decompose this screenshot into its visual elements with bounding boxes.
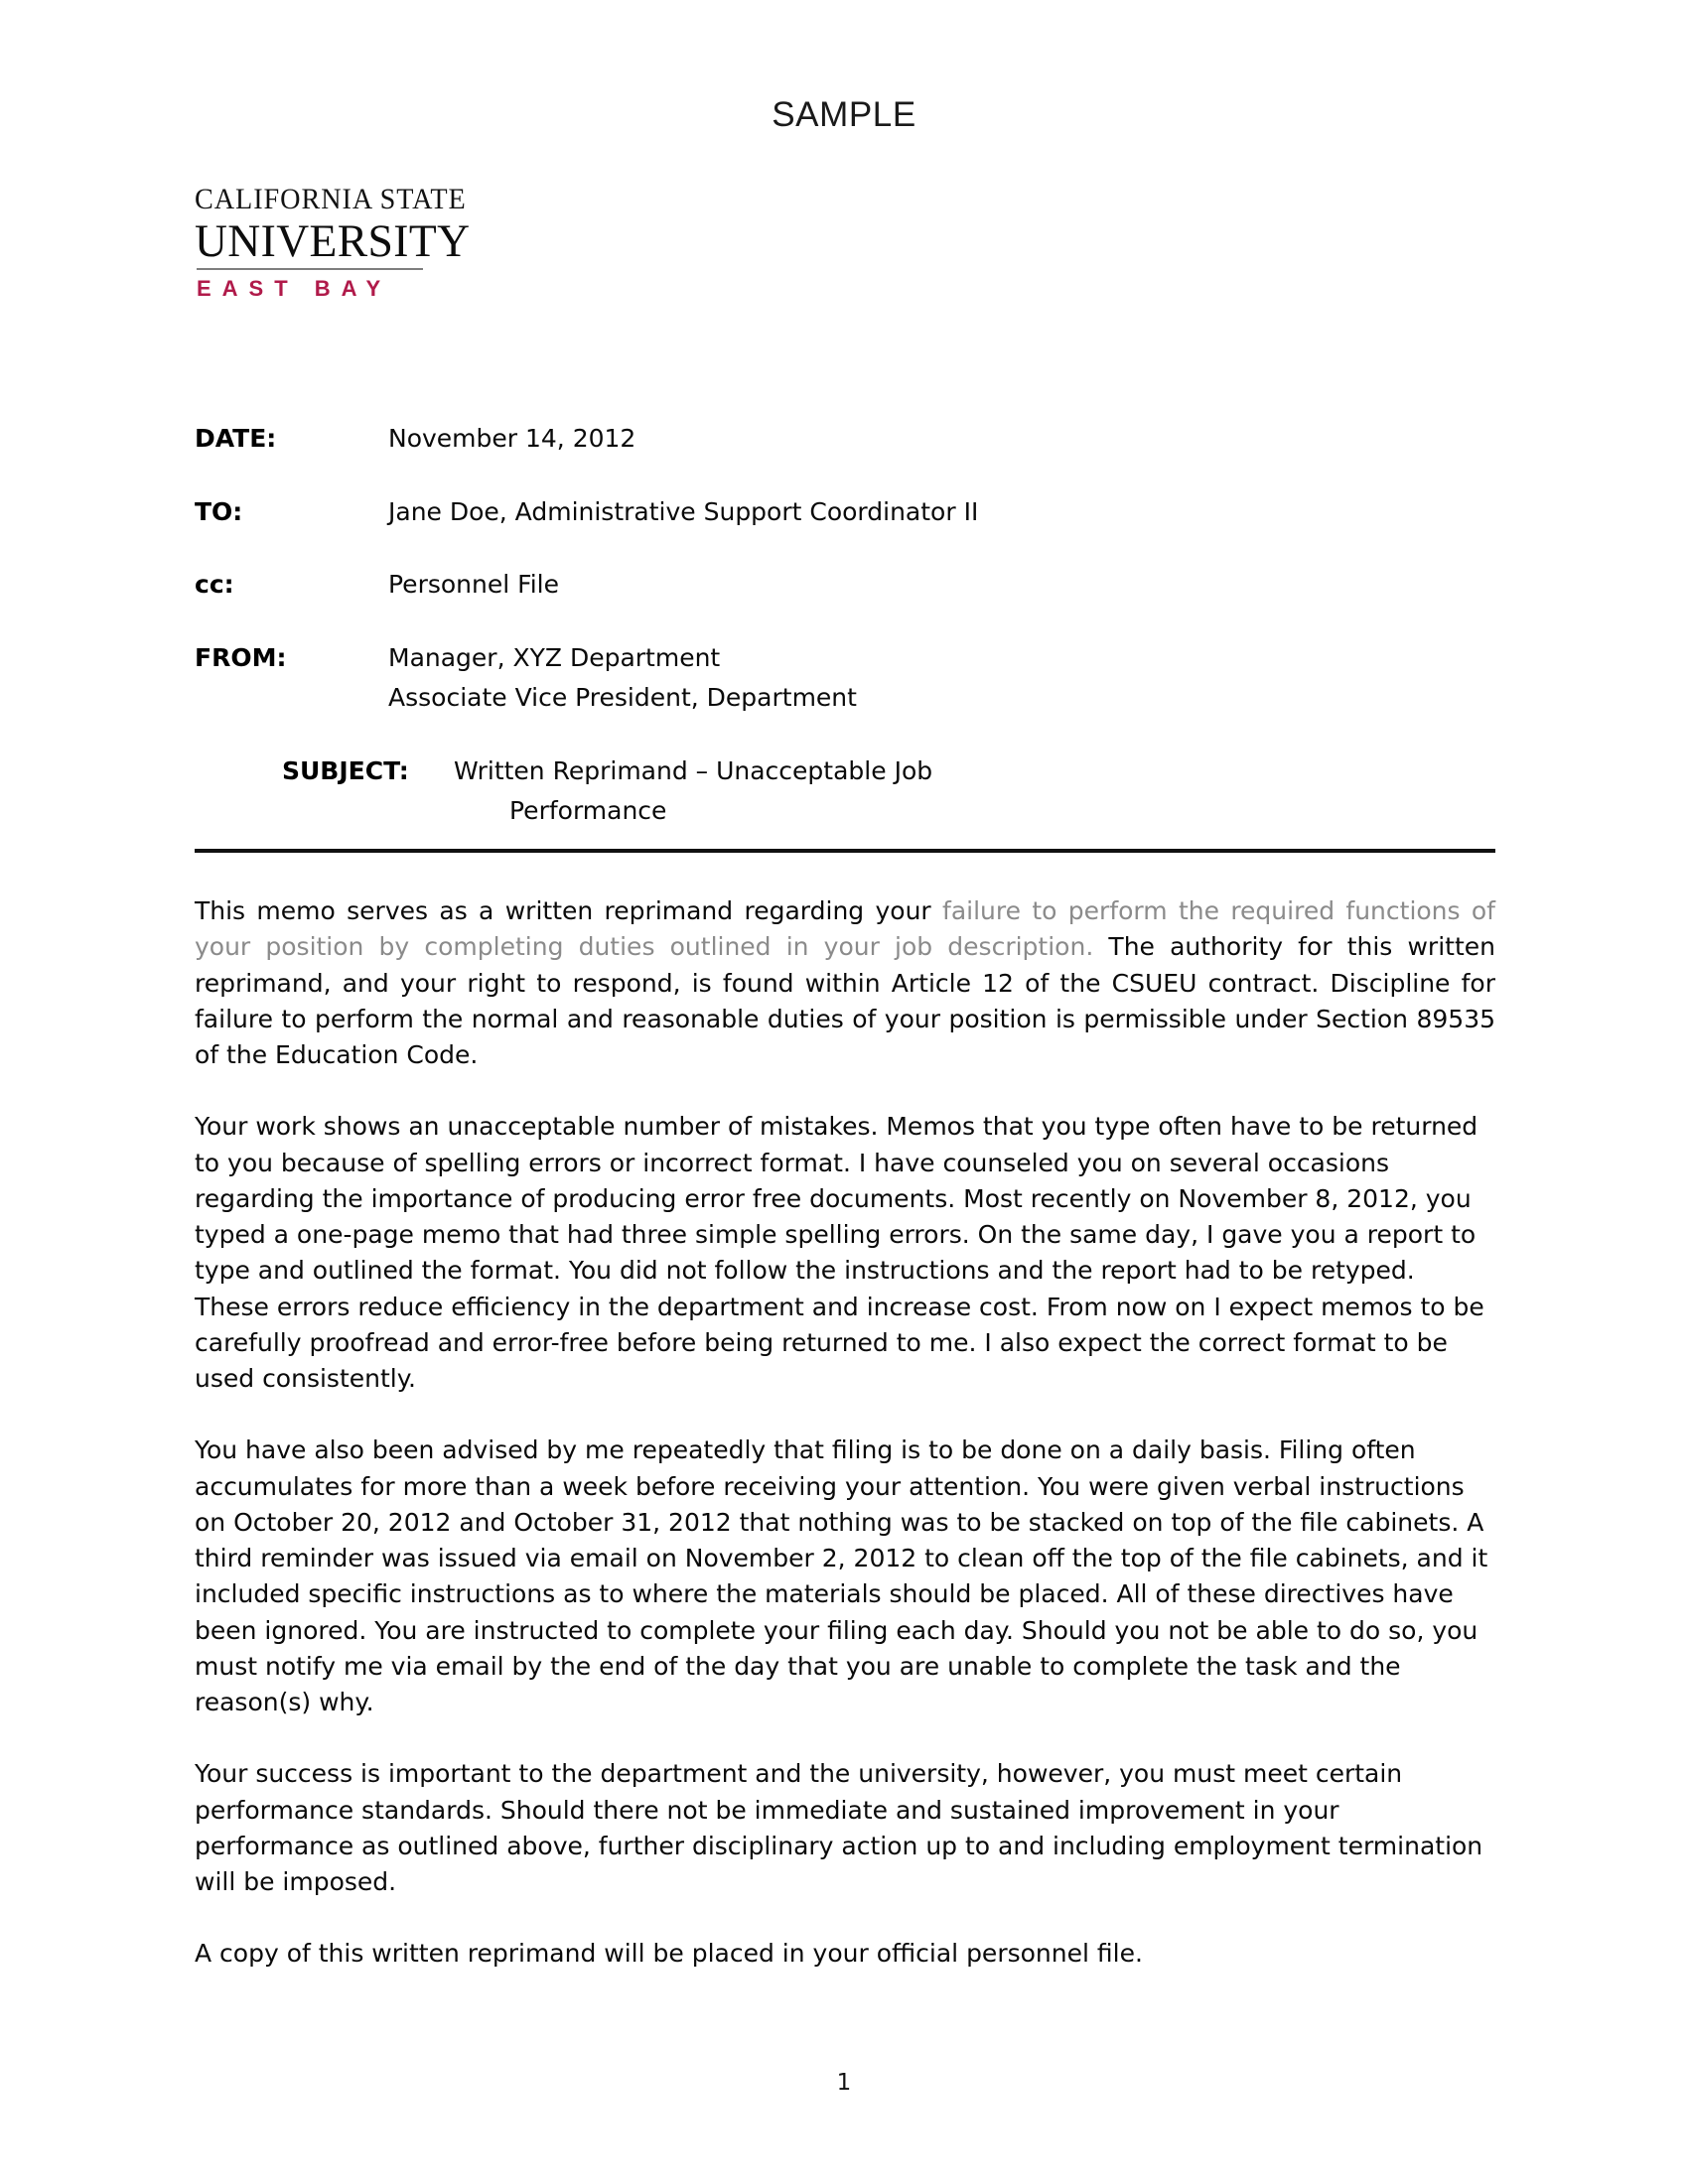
cc-label: cc: [195,570,234,599]
body-paragraph-2: Your work shows an unacceptable number of mistakes. Memos that you type often have to be returned to you because of spelling errors or incorrect format. I have counseled you on several occasions regarding the importance of producing error free documents. Most recently on November 8, 2012, you typed a one-page memo that had three simple spelling errors. On the same day, I gave you a report to type and outlined the format. You did not follow the instructions and the report had to be retyped. These errors reduce efficiency in the department and increase cost. From now on I expect memos to be carefully proofread and error-free before being returned to me. I also expect the correct format to be used consistently. [195,1112,1484,1393]
body-paragraph-4: Your success is important to the department and the university, however, you must meet certain performance standards. Should there not be immediate and sustained improvement in your performance as outlined above, further disciplinary action up to and including employment termination will be imposed. [195,1759,1483,1896]
to-value: Jane Doe, Administrative Support Coordinator II [388,496,979,526]
paragraph-1-highlighted-clause: failure to perform the required functions of your position by completing duties outlined in your job description. [195,896,1495,962]
from-value-line-2: Associate Vice President, Department [388,683,857,712]
from-label: FROM: [195,642,287,672]
page-number: 1 [836,2070,852,2096]
from-value [388,641,1495,715]
subject-value [388,754,1010,828]
body-paragraph-3: You have also been advised by me repeatedly that filing is to be done on a daily basis. Filing often accumulates for more than a week before receiving your attention. You were given verbal instructions on October 20, 2012 and October 31, 2012 that nothing was to be stacked on top of the file cabinets. A third reminder was issued via email on November 2, 2012 to clean off the top of the file cabinets, and it included specific instructions as to where the materials should be placed. All of these directives have been ignored. You are instructed to complete your filing each day. Should you not be able to do so, you must notify me via email by the end of the day that you are unable to complete the task and the reason(s) why. [195,1435,1488,1716]
sample-banner: SAMPLE [772,95,916,134]
csueb-logo [195,185,522,302]
from-value-line-1: Manager, XYZ Department [388,642,721,672]
logo-line-east-bay [197,277,522,301]
paragraph-1-lead-text: This memo serves as a written reprimand regarding your [195,896,943,925]
body-paragraph-5: A copy of this written reprimand will be placed in your official personnel file. [195,1939,1143,1969]
memo-row-cc [195,568,1495,602]
date-value: November 14, 2012 [388,424,636,453]
body-paragraph-1 [195,893,1495,1073]
memo-body [195,893,1495,1973]
memo-header-block [195,422,1495,828]
to-label: TO: [195,496,243,526]
logo-word-east: EAST [197,276,299,302]
memo-row-date [195,422,1495,456]
subject-label: SUBJECT: [282,755,409,785]
subject-value-line-1: Written Reprimand – Unacceptable Job [454,755,933,785]
date-label: DATE: [195,424,277,453]
cc-value: Personnel File [388,570,559,599]
subject-value-line-2: Performance [509,796,667,825]
header-body-divider [195,849,1495,853]
logo-divider-rule [197,268,423,270]
logo-word-bay: BAY [314,276,392,302]
memo-row-subject [195,754,1495,828]
memo-row-to [195,495,1495,529]
memo-row-from [195,641,1495,715]
logo-line-california-state: CALIFORNIA STATE [195,183,467,215]
logo-line-university: UNIVERSITY [195,214,471,267]
paragraph-1-trailing-text: The authority for this written reprimand, and your right to respond, is found within Article 12 of the CSUEU contract. Discipline for failure to perform the normal and reasonable duties of your position is permissible under Section 89535 of the Education Code. [195,932,1495,1069]
